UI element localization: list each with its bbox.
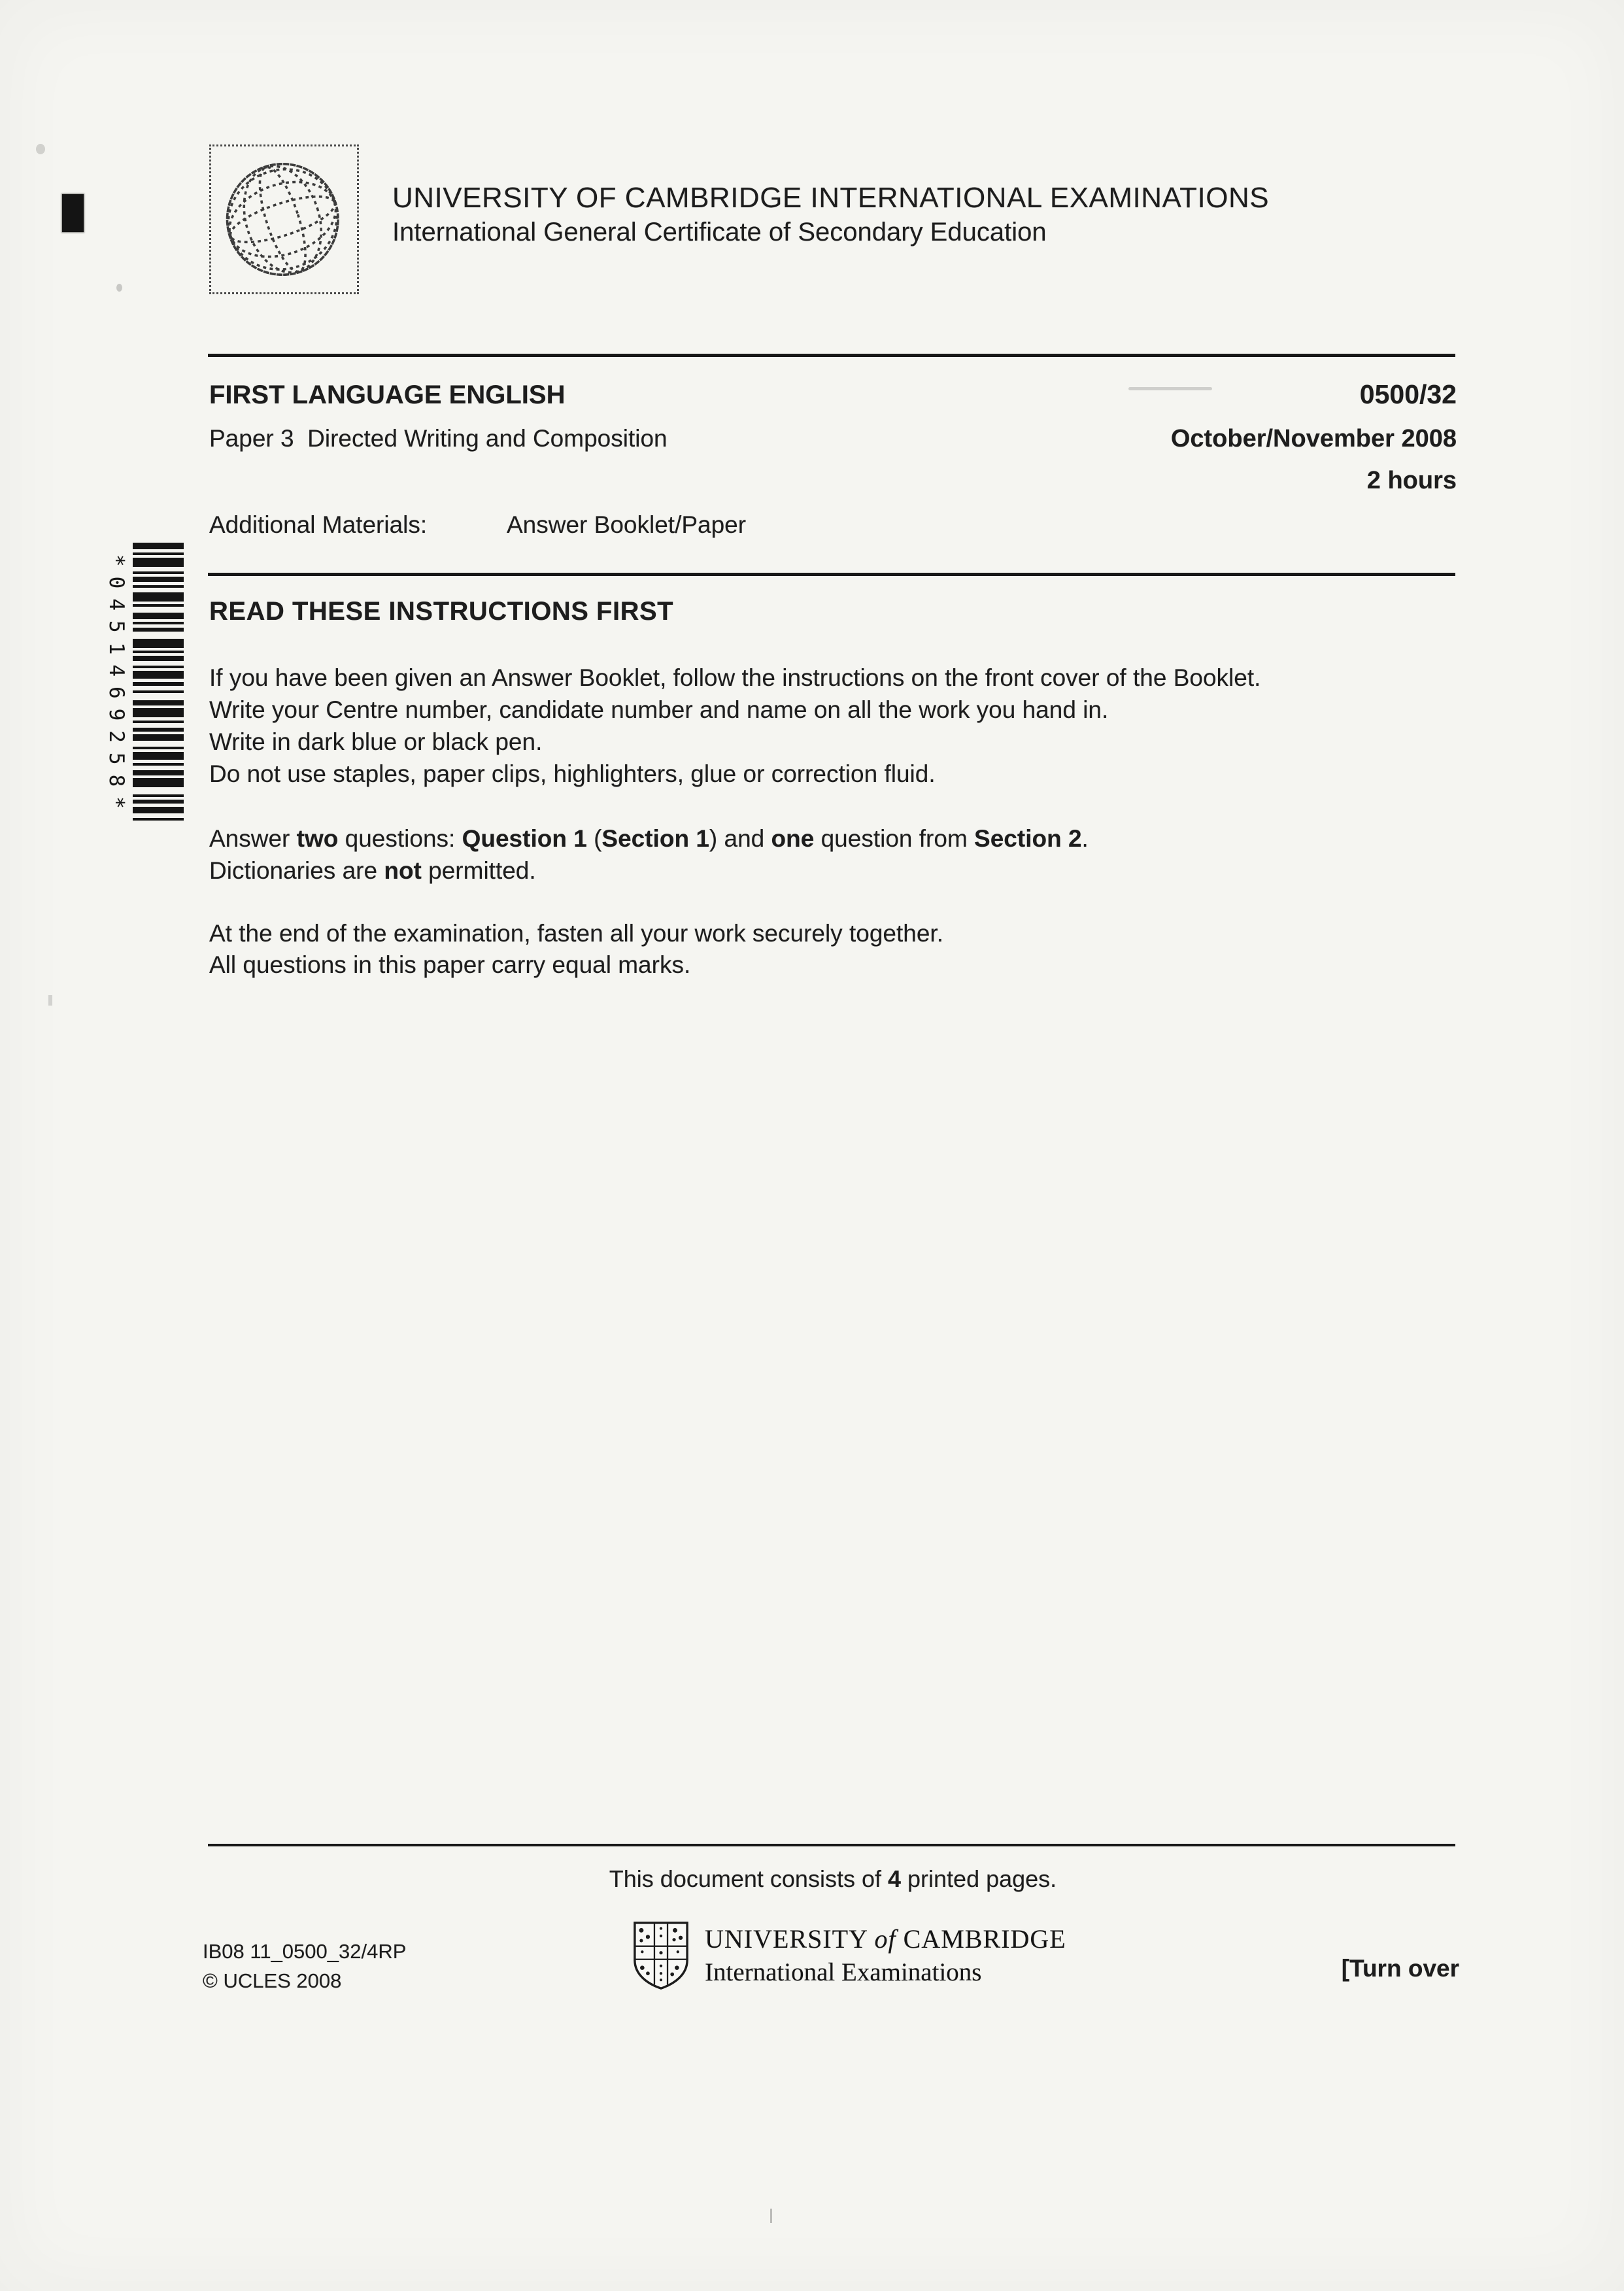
scan-artifact (116, 284, 122, 292)
instruction-line: Dictionaries are not permitted. (209, 857, 536, 884)
wordmark-line2: International Examinations (705, 1958, 982, 1986)
subject-title: FIRST LANGUAGE ENGLISH (209, 381, 566, 409)
subject-row (209, 379, 1457, 410)
instruction-line: Do not use staples, paper clips, highlighters, glue or correction fluid. (209, 760, 936, 787)
paper-title: Paper 3 Directed Writing and Composition (209, 425, 668, 452)
instructions-heading: READ THESE INSTRUCTIONS FIRST (209, 597, 674, 626)
instructions-paragraph-2 (209, 823, 1089, 887)
paper-code: 0500/32 (1359, 379, 1457, 409)
additional-materials-value: Answer Booklet/Paper (507, 511, 747, 538)
footer-reference-block (203, 1937, 406, 1995)
scan-registration-mark (62, 194, 84, 232)
duration-row (209, 467, 1457, 495)
instructions-paragraph-3 (209, 918, 943, 981)
cambridge-shield-icon (633, 1921, 689, 1990)
additional-materials-row (209, 511, 747, 539)
page-count-note: This document consists of 4 printed pages. (609, 1865, 1057, 1892)
org-name: UNIVERSITY OF CAMBRIDGE INTERNATIONAL EXAMINATIONS (392, 182, 1270, 214)
horizontal-rule (208, 573, 1455, 576)
exam-session: October/November 2008 (1170, 425, 1457, 452)
horizontal-rule (208, 354, 1455, 357)
cambridge-globe-logo (209, 144, 359, 294)
globe-icon (211, 146, 357, 292)
instruction-line: At the end of the examination, fasten all your work securely together. (209, 920, 943, 947)
paper-row (209, 425, 1457, 453)
cambridge-wordmark (705, 1922, 1066, 1989)
barcode-number: *0451469258* (105, 554, 128, 819)
horizontal-rule (208, 1844, 1455, 1846)
instruction-line: Write in dark blue or black pen. (209, 728, 543, 755)
copyright-notice: © UCLES 2008 (203, 1969, 342, 1992)
barcode (133, 543, 184, 823)
paper-reference-code: IB08 11_0500_32/4RP (203, 1940, 407, 1963)
turn-over-note: [Turn over (1341, 1955, 1459, 1982)
header-block (392, 180, 1269, 248)
additional-materials-label: Additional Materials: (209, 511, 428, 538)
exam-duration: 2 hours (1366, 467, 1457, 494)
scan-artifact (36, 144, 45, 154)
instruction-line: All questions in this paper carry equal marks. (209, 951, 691, 978)
instruction-line: Answer two questions: Question 1 (Section 1) and one question from Section 2. (209, 825, 1089, 852)
qualification-name: International General Certificate of Secondary Education (392, 218, 1047, 246)
scan-artifact (48, 995, 52, 1006)
instruction-line: Write your Centre number, candidate number and name on all the work you hand in. (209, 696, 1109, 723)
instruction-line: If you have been given an Answer Booklet, follow the instructions on the front cover of the Booklet. (209, 664, 1261, 691)
instructions-paragraph-1 (209, 662, 1260, 790)
wordmark-line1: UNIVERSITY of CAMBRIDGE (705, 1924, 1066, 1954)
scan-artifact (770, 2209, 772, 2223)
